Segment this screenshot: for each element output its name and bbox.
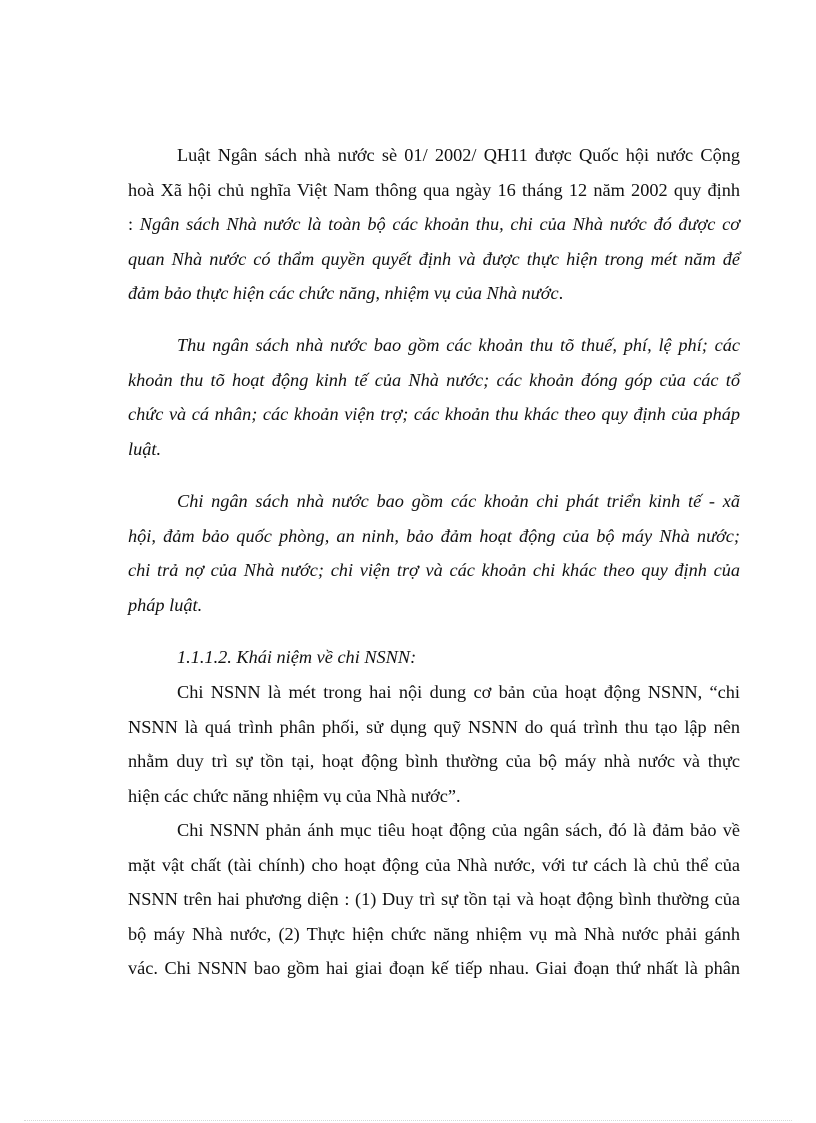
text-line: Chi ngân sách nhà nước bao gồm các khoản chi phát triển kinh tế - xã xyxy=(177,491,740,511)
section-heading xyxy=(128,640,740,675)
period-suffix: . xyxy=(558,283,564,304)
text-line: hội, đảm bảo quốc phòng, an ninh, bảo đảm hoạt động của bộ máy Nhà nước; xyxy=(128,525,740,546)
paragraph-expenditure xyxy=(128,484,740,622)
text-line: vác. Chi NSNN bao gồm hai giai đoạn kế tiếp nhau. Giai đoạn thứ nhất là phân xyxy=(128,958,740,979)
italic-definition-text: Ngân sách Nhà nước là toàn bộ các khoản thu, chi của Nhà nước đó được cơ xyxy=(139,214,740,235)
paragraph-revenue xyxy=(128,328,740,466)
text-line: luật. xyxy=(128,438,162,459)
text-line: chức và cá nhân; các khoản viện trợ; các khoản thu khác theo quy định của pháp xyxy=(128,404,740,425)
paragraph-law-definition xyxy=(128,138,740,311)
text-line: khoản thu tõ hoạt động kinh tế của Nhà nước; các khoản đóng góp của các tổ xyxy=(128,369,740,390)
text-line: Chi NSNN phản ánh mục tiêu hoạt động của ngân sách, đó là đảm bảo về xyxy=(177,820,740,840)
paragraph-nsnn-concept xyxy=(128,675,740,813)
text-line: NSNN trên hai phương diện : (1) Duy trì sự tồn tại và hoạt động bình thường của xyxy=(128,889,740,910)
text-line: quan Nhà nước có thẩm quyền quyết định và được thực hiện trong mét năm để xyxy=(128,248,740,269)
text-line: Chi NSNN là mét trong hai nội dung cơ bản của hoạt động NSNN, “chi xyxy=(177,682,740,702)
text-line: chi trả nợ của Nhà nước; chi viện trợ và các khoản chi khác theo quy định của xyxy=(128,560,740,581)
paragraph-nsnn-goals xyxy=(128,813,740,986)
text-line: Thu ngân sách nhà nước bao gồm các khoản thu tõ thuế, phí, lệ phí; các xyxy=(177,335,740,355)
text-line: Luật Ngân sách nhà nước sè 01/ 2002/ QH11 được Quốc hội nước Cộng xyxy=(177,145,740,165)
italic-definition-text: đảm bảo thực hiện các chức năng, nhiệm vụ của Nhà nước xyxy=(128,283,559,304)
text-line: mặt vật chất (tài chính) cho hoạt động của Nhà nước, với tư cách là chủ thể của xyxy=(128,854,740,875)
colon-prefix: : xyxy=(128,214,140,235)
page-bottom-divider xyxy=(24,1120,792,1121)
text-line: nhằm duy trì sự tồn tại, hoạt động bình thường của bộ máy nhà nước và thực xyxy=(128,751,740,772)
text-line: pháp luật. xyxy=(128,594,203,615)
text-line: NSNN là quá trình phân phối, sử dụng quỹ NSNN do quá trình thu tạo lập nên xyxy=(128,716,740,737)
text-line: bộ máy Nhà nước, (2) Thực hiện chức năng nhiệm vụ mà Nhà nước phải gánh xyxy=(128,923,740,944)
text-line xyxy=(128,207,740,242)
heading-text: 1.1.1.2. Khái niệm về chi NSNN: xyxy=(177,647,417,667)
text-line xyxy=(128,276,740,311)
text-line: hiện các chức năng nhiệm vụ của Nhà nước”. xyxy=(128,785,461,806)
text-line: hoà Xã hội chủ nghĩa Việt Nam thông qua ngày 16 tháng 12 năm 2002 quy định xyxy=(128,179,740,200)
